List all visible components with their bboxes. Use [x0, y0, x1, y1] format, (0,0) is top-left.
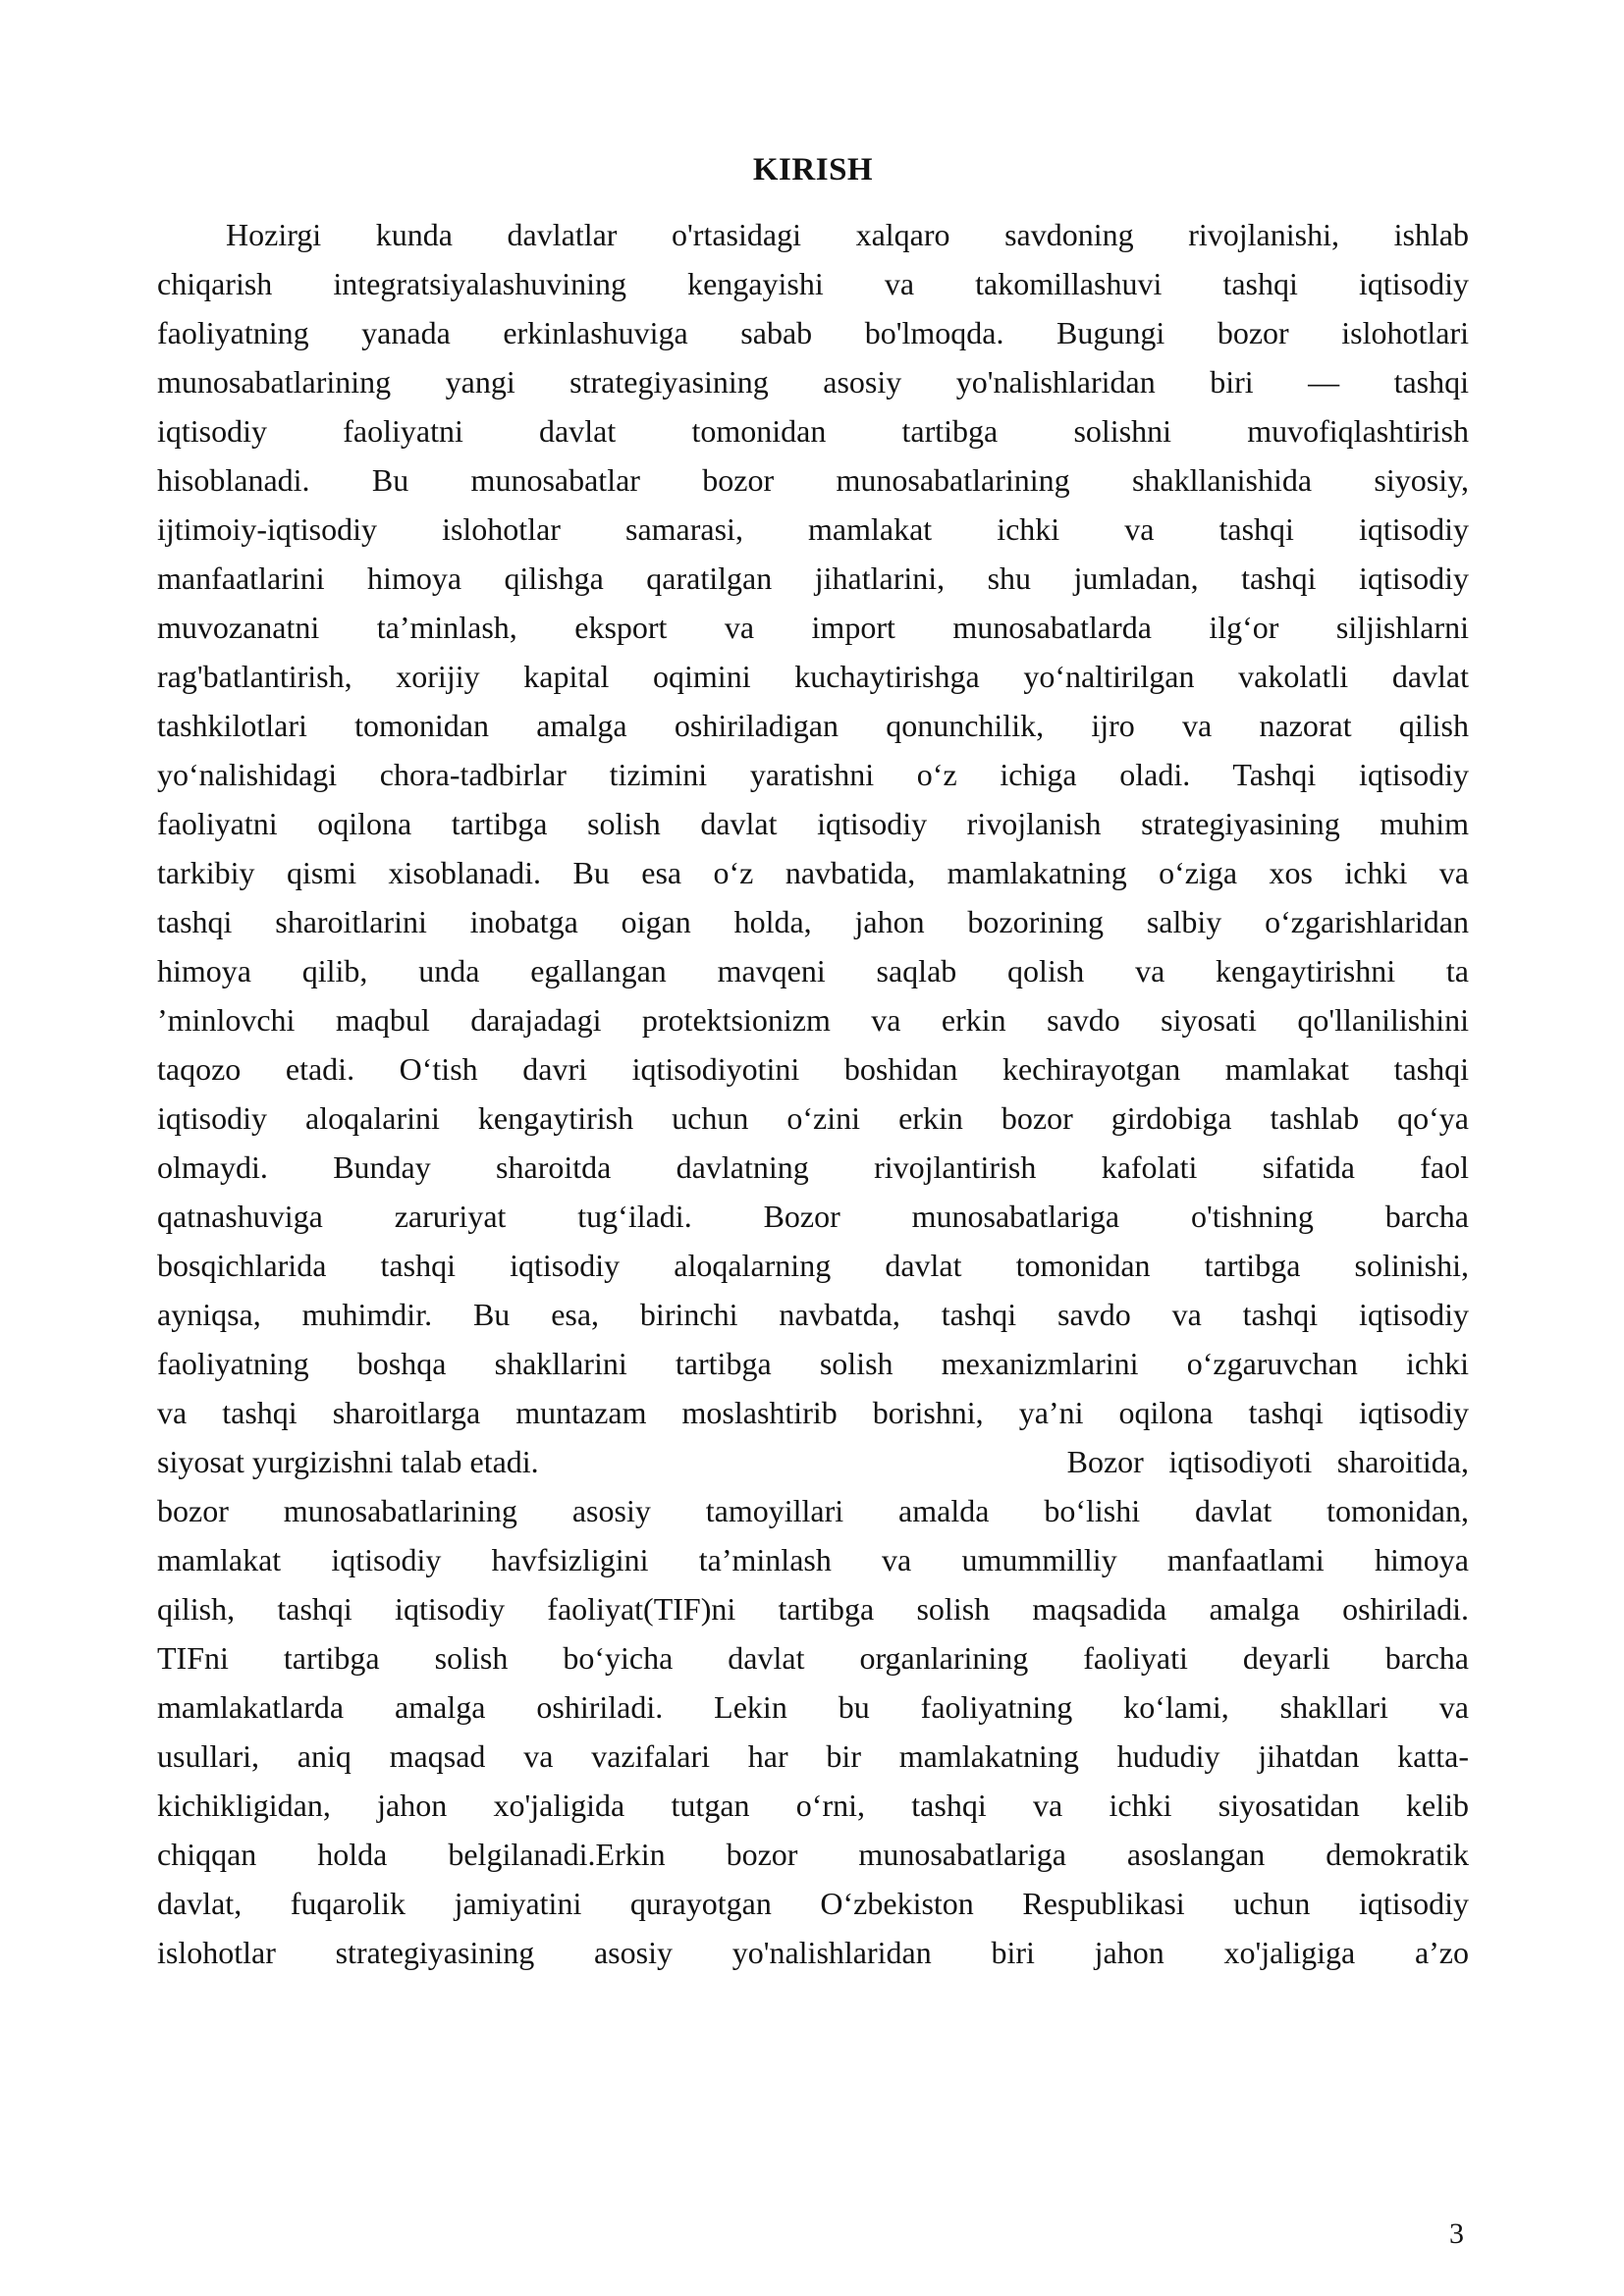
text-line: iqtisodiy aloqalarini kengaytirish uchun o‘zini erkin bozor girdobiga tashlab qo‘ya — [157, 1100, 1469, 1136]
page-number: 3 — [1449, 2217, 1464, 2250]
text-line: chiqarish integratsiyalashuvining kengayishi va takomillashuvi tashqi iqtisodiy — [157, 266, 1469, 301]
text-line: munosabatlarining yangi strategiyasining asosiy yo'nalishlaridan biri — tashqi — [157, 364, 1469, 400]
text-line: rag'batlantirish, xorijiy kapital oqimini kuchaytirishga yo‘naltirilgan vakolatli davlat — [157, 659, 1469, 694]
text-line: ijtimoiy-iqtisodiy islohotlar samarasi, mamlakat ichki va tashqi iqtisodiy — [157, 511, 1469, 547]
text-line: yo‘nalishidagi chora-tadbirlar tizimini yaratishni o‘z ichiga oladi. Tashqi iqtisodiy — [157, 757, 1469, 792]
text-line: tashkilotlari tomonidan amalga oshiriladigan qonunchilik, ijro va nazorat qilish — [157, 708, 1469, 743]
text-segment: siyosat yurgizishni talab etadi. — [157, 1444, 539, 1479]
text-line: bosqichlarida tashqi iqtisodiy aloqalarning davlat tomonidan tartibga solinishi, — [157, 1248, 1469, 1283]
text-line: muvozanatni ta’minlash, eksport va import munosabatlarda ilg‘or siljishlarni — [157, 610, 1469, 645]
text-line: kichikligidan, jahon xo'jaligida tutgan o‘rni, tashqi va ichki siyosatidan kelib — [157, 1788, 1469, 1823]
text-line — [157, 1437, 1469, 1486]
text-line: qatnashuviga zaruriyat tug‘iladi. Bozor munosabatlariga o'tishning barcha — [157, 1199, 1469, 1234]
page-title: KIRISH — [752, 152, 874, 187]
text-line: mamlakat iqtisodiy havfsizligini ta’minlash va umummilliy manfaatlami himoya — [157, 1542, 1469, 1577]
text-line: taqozo etadi. O‘tish davri iqtisodiyotini boshidan kechirayotgan mamlakat tashqi — [157, 1051, 1469, 1087]
text-column — [157, 145, 1469, 1977]
text-line: chiqqan holda belgilanadi.Erkin bozor munosabatlariga asoslangan demokratik — [157, 1837, 1469, 1872]
text-line: usullari, aniq maqsad va vazifalari har bir mamlakatning hududiy jihatdan katta- — [157, 1738, 1469, 1774]
body-text — [157, 210, 1469, 1977]
text-line: iqtisodiy faoliyatni davlat tomonidan tartibga solishni muvofiqlashtirish — [157, 413, 1469, 449]
text-line: mamlakatlarda amalga oshiriladi. Lekin bu faoliyatning ko‘lami, shakllari va — [157, 1689, 1469, 1725]
text-line: ayniqsa, muhimdir. Bu esa, birinchi navbatda, tashqi savdo va tashqi iqtisodiy — [157, 1297, 1469, 1332]
text-line: islohotlar strategiyasining asosiy yo'nalishlaridan biri jahon xo'jaligiga a’zo — [157, 1935, 1469, 1970]
text-line: tarkibiy qismi xisoblanadi. Bu esa o‘z navbatida, mamlakatning o‘ziga xos ichki va — [157, 855, 1469, 890]
text-line: faoliyatni oqilona tartibga solish davlat iqtisodiy rivojlanish strategiyasining muhim — [157, 806, 1469, 841]
text-line: manfaatlarini himoya qilishga qaratilgan jihatlarini, shu jumladan, tashqi iqtisodiy — [157, 561, 1469, 596]
text-segment: Bozor iqtisodiyoti sharoitida, — [1066, 1444, 1469, 1479]
text-line: ’minlovchi maqbul darajadagi protektsionizm va erkin savdo siyosati qo'llanilishini — [157, 1002, 1469, 1038]
text-line: olmaydi. Bunday sharoitda davlatning rivojlantirish kafolati sifatida faol — [157, 1149, 1469, 1185]
text-line: hisoblanadi. Bu munosabatlar bozor munosabatlarining shakllanishida siyosiy, — [157, 462, 1469, 498]
text-line: va tashqi sharoitlarga muntazam moslashtirib borishni, ya’ni oqilona tashqi iqtisodiy — [157, 1395, 1469, 1430]
text-line: TIFni tartibga solish bo‘yicha davlat organlarining faoliyati deyarli barcha — [157, 1640, 1469, 1676]
text-line: Hozirgi kunda davlatlar o'rtasidagi xalqaro savdoning rivojlanishi, ishlab — [226, 217, 1469, 252]
text-line: faoliyatning yanada erkinlashuviga sabab bo'lmoqda. Bugungi bozor islohotlari — [157, 315, 1469, 350]
text-line: himoya qilib, unda egallangan mavqeni saqlab qolish va kengaytirishni ta — [157, 953, 1469, 988]
text-line: qilish, tashqi iqtisodiy faoliyat(TIF)ni tartibga solish maqsadida amalga oshiriladi. — [157, 1591, 1469, 1627]
text-line: davlat, fuqarolik jamiyatini qurayotgan O‘zbekiston Respublikasi uchun iqtisodiy — [157, 1886, 1469, 1921]
text-line: tashqi sharoitlarini inobatga oigan holda, jahon bozorining salbiy o‘zgarishlaridan — [157, 904, 1469, 939]
text-line: bozor munosabatlarining asosiy tamoyillari amalda bo‘lishi davlat tomonidan, — [157, 1493, 1469, 1528]
text-line: faoliyatning boshqa shakllarini tartibga solish mexanizmlarini o‘zgaruvchan ichki — [157, 1346, 1469, 1381]
